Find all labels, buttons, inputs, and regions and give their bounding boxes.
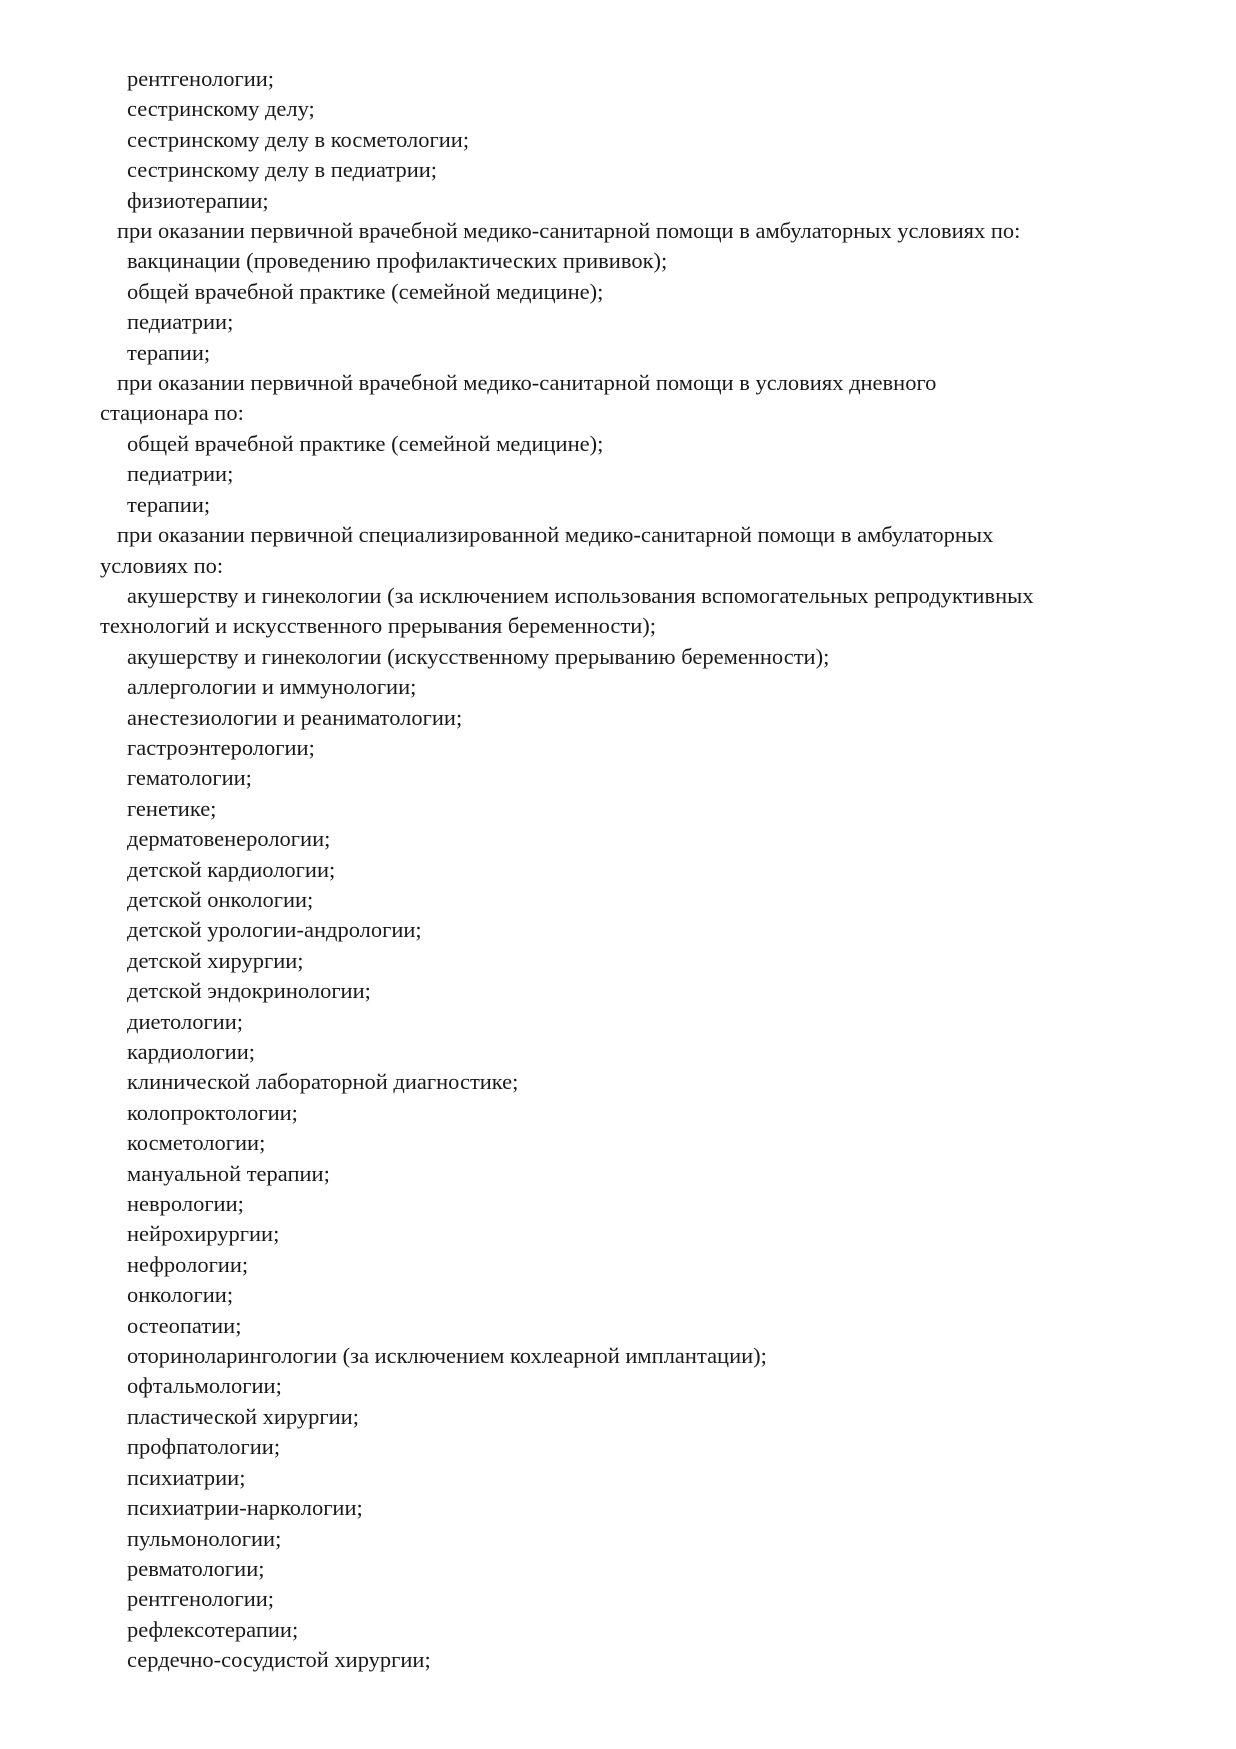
line-continuation: технологий и искусственного прерывания беременности); [100, 613, 657, 639]
list-item: общей врачебной практике (семейной медицине); [127, 430, 604, 456]
list-item: нейрохирургии; [127, 1221, 280, 1247]
list-item: мануальной терапии; [127, 1160, 330, 1186]
list-item: физиотерапии; [127, 187, 269, 213]
list-item: рентгенологии; [127, 1586, 275, 1612]
line-continuation: условиях по: [100, 552, 224, 578]
list-item: остеопатии; [127, 1312, 242, 1338]
list-item: ревматологии; [127, 1555, 265, 1581]
list-item: терапии; [127, 339, 211, 365]
list-item: клинической лабораторной диагностике; [127, 1069, 519, 1095]
list-item: оториноларингологии (за исключением кохлеарной имплантации); [127, 1343, 767, 1369]
list-item: сестринскому делу в педиатрии; [127, 157, 438, 183]
list-item: рефлексотерапии; [127, 1616, 299, 1642]
list-item: детской хирургии; [127, 947, 304, 973]
list-item: психиатрии; [127, 1464, 246, 1490]
section-heading: при оказании первичной врачебной медико-санитарной помощи в амбулаторных условиях по: [117, 218, 1021, 244]
list-item: анестезиологии и реаниматологии; [127, 704, 463, 730]
list-item: нефрологии; [127, 1251, 249, 1277]
list-item: терапии; [127, 491, 211, 517]
section-heading: при оказании первичной врачебной медико-санитарной помощи в условиях дневного [117, 370, 937, 396]
list-item: генетике; [127, 795, 217, 821]
list-item: неврологии; [127, 1191, 244, 1217]
list-item: гастроэнтерологии; [127, 734, 315, 760]
list-item: пульмонологии; [127, 1525, 282, 1551]
list-item: дерматовенерологии; [127, 826, 331, 852]
list-item: общей врачебной практике (семейной медицине); [127, 278, 604, 304]
list-item: офтальмологии; [127, 1373, 282, 1399]
list-item: акушерству и гинекологии (искусственному прерыванию беременности); [127, 643, 830, 669]
list-item: педиатрии; [127, 461, 234, 487]
list-item: вакцинации (проведению профилактических прививок); [127, 248, 668, 274]
list-item: сестринскому делу в косметологии; [127, 126, 470, 152]
list-item: сестринскому делу; [127, 96, 315, 122]
list-item: онкологии; [127, 1282, 234, 1308]
line-continuation: стационара по: [100, 400, 244, 426]
list-item: детской кардиологии; [127, 856, 336, 882]
list-item: гематологии; [127, 765, 252, 791]
list-item: пластической хирургии; [127, 1403, 359, 1429]
document-page [100, 64, 1150, 1676]
list-item: диетологии; [127, 1008, 244, 1034]
list-item: аллергологии и иммунологии; [127, 674, 417, 700]
list-item: детской урологии-андрологии; [127, 917, 422, 943]
list-item: профпатологии; [127, 1434, 281, 1460]
list-item: детской онкологии; [127, 886, 314, 912]
list-item: психиатрии-наркологии; [127, 1495, 363, 1521]
list-item: рентгенологии; [127, 66, 275, 91]
list-item: кардиологии; [127, 1039, 256, 1064]
list-item: детской эндокринологии; [127, 978, 371, 1004]
list-item: колопроктологии; [127, 1099, 298, 1125]
list-item: косметологии; [127, 1130, 266, 1156]
list-item: акушерству и гинекологии (за исключением использования вспомогательных репродуктивных [127, 582, 1034, 608]
list-item: сердечно-сосудистой хирургии; [127, 1647, 431, 1673]
section-heading: при оказании первичной специализированной медико-санитарной помощи в амбулаторных [117, 522, 994, 548]
list-item: педиатрии; [127, 309, 234, 335]
